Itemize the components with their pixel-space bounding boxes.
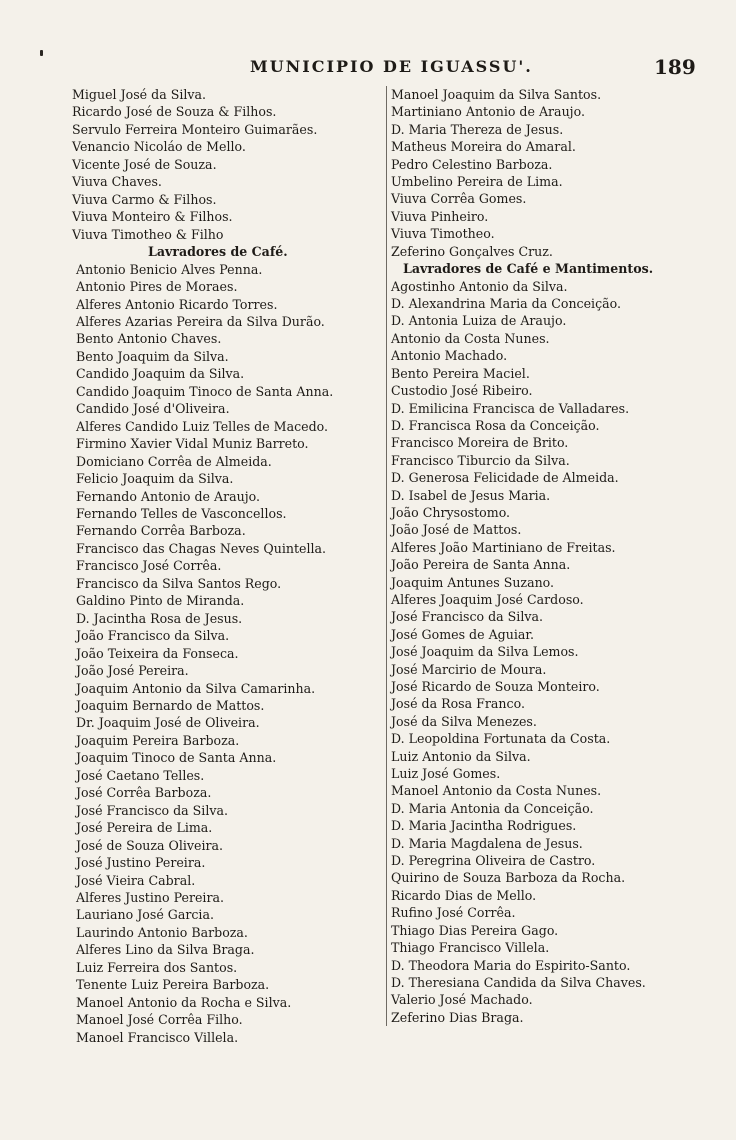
list-item: Bento Antonio Chaves. xyxy=(76,331,222,347)
list-item: Fernando Corrêa Barboza. xyxy=(76,523,246,539)
list-item: Viuva Carmo & Filhos. xyxy=(72,191,217,207)
list-item: Candido José d'Oliveira. xyxy=(76,401,230,417)
list-item: Bento Joaquim da Silva. xyxy=(76,348,229,364)
list-item: José Justino Pereira. xyxy=(76,855,206,871)
list-item: Manoel Antonio da Costa Nunes. xyxy=(391,783,602,799)
list-item: D. Isabel de Jesus Maria. xyxy=(391,487,551,503)
list-item: José Caetano Telles. xyxy=(76,767,205,783)
left-column xyxy=(72,86,372,1046)
page-header xyxy=(0,55,736,85)
list-item: Bento Pereira Maciel. xyxy=(391,365,530,381)
list-item: Miguel José da Silva. xyxy=(72,87,207,102)
list-item: Fernando Telles de Vasconcellos. xyxy=(76,506,287,522)
list-item: Agostinho Antonio da Silva. xyxy=(391,278,568,294)
section-heading-lavradores-cafe-mantimentos: Lavradores de Café e Mantimentos. xyxy=(403,261,654,277)
list-item: Matheus Moreira do Amaral. xyxy=(391,139,576,155)
list-item: Umbelino Pereira de Lima. xyxy=(391,174,563,190)
left-entries-list xyxy=(72,261,372,1046)
list-item: Galdino Pinto de Miranda. xyxy=(76,593,245,609)
list-item: Firmino Xavier Vidal Muniz Barreto. xyxy=(76,436,309,452)
list-item: Luiz Antonio da Silva. xyxy=(391,748,531,764)
list-item: Custodio José Ribeiro. xyxy=(391,383,533,399)
list-item: Candido Joaquim Tinoco de Santa Anna. xyxy=(76,383,334,399)
left-intro-list xyxy=(72,86,372,243)
list-item: D. Theodora Maria do Espirito-Santo. xyxy=(391,957,631,973)
right-entries-list xyxy=(391,278,701,1026)
list-item: Ricardo José de Souza & Filhos. xyxy=(72,104,277,120)
list-item: Alferes João Martiniano de Freitas. xyxy=(391,539,616,555)
page-number: 189 xyxy=(654,55,696,79)
list-item: Joaquim Bernardo de Mattos. xyxy=(76,698,265,713)
list-item: João Francisco da Silva. xyxy=(76,628,230,644)
list-item: Domiciano Corrêa de Almeida. xyxy=(76,453,272,469)
list-item: D. Antonia Luiza de Araujo. xyxy=(391,313,567,329)
list-item: Francisco da Silva Santos Rego. xyxy=(76,575,282,591)
list-item: José da Silva Menezes. xyxy=(391,713,537,729)
list-item: Felicio Joaquim da Silva. xyxy=(76,471,234,487)
list-item: Joaquim Antonio da Silva Camarinha. xyxy=(76,680,316,696)
list-item: Manoel Francisco Villela. xyxy=(76,1029,239,1045)
list-item: Valerio José Machado. xyxy=(391,992,533,1008)
list-item: Francisco Tiburcio da Silva. xyxy=(391,452,570,468)
list-item: Antonio Machado. xyxy=(391,348,508,364)
list-item: Joaquim Pereira Barboza. xyxy=(76,732,240,748)
list-item: D. Alexandrina Maria da Conceição. xyxy=(391,296,622,312)
list-item: Quirino de Souza Barboza da Rocha. xyxy=(391,870,626,886)
list-item: D. Jacintha Rosa de Jesus. xyxy=(76,610,243,626)
list-item: Manoel Joaquim da Silva Santos. xyxy=(391,87,602,102)
section-heading-lavradores-cafe: Lavradores de Café. xyxy=(148,244,288,260)
list-item: Antonio da Costa Nunes. xyxy=(391,330,550,346)
list-item: Dr. Joaquim José de Oliveira. xyxy=(76,715,260,731)
list-item: Lauriano José Garcia. xyxy=(76,907,214,923)
list-item: José Corrêa Barboza. xyxy=(76,785,212,801)
right-intro-list xyxy=(391,86,701,260)
list-item: Francisco José Corrêa. xyxy=(76,558,222,574)
list-item: José Marcirio de Moura. xyxy=(391,661,547,677)
list-item: Alferes Joaquim José Cardoso. xyxy=(391,591,584,607)
list-item: D. Maria Magdalena de Jesus. xyxy=(391,835,583,851)
list-item: Viuva Monteiro & Filhos. xyxy=(72,209,233,225)
list-item: José Gomes de Aguiar. xyxy=(391,626,535,642)
list-item: D. Theresiana Candida da Silva Chaves. xyxy=(391,974,646,990)
list-item: Rufino José Corrêa. xyxy=(391,905,516,921)
list-item: D. Maria Antonia da Conceição. xyxy=(391,800,594,816)
list-item: Joaquim Tinoco de Santa Anna. xyxy=(76,750,277,766)
list-item: Alferes Justino Pereira. xyxy=(76,889,224,905)
list-item: Alferes Lino da Silva Braga. xyxy=(76,942,255,958)
list-item: José Ricardo de Souza Monteiro. xyxy=(391,679,600,694)
list-item: Viuva Timotheo. xyxy=(391,226,495,242)
list-item: Candido Joaquim da Silva. xyxy=(76,366,245,382)
list-item: Thiago Dias Pereira Gago. xyxy=(391,922,559,938)
list-item: Manoel José Corrêa Filho. xyxy=(76,1012,243,1028)
list-item: Luiz José Gomes. xyxy=(391,766,501,782)
list-item: José Joaquim da Silva Lemos. xyxy=(391,644,579,660)
list-item: Alferes Antonio Ricardo Torres. xyxy=(76,296,278,312)
list-item: Pedro Celestino Barboza. xyxy=(391,156,553,172)
list-item: José da Rosa Franco. xyxy=(391,696,525,712)
list-item: José Francisco da Silva. xyxy=(391,609,543,625)
list-item: João Teixeira da Fonseca. xyxy=(76,645,239,661)
list-item: Luiz Ferreira dos Santos. xyxy=(76,959,238,975)
list-item: Francisco das Chagas Neves Quintella. xyxy=(76,540,327,556)
list-item: Thiago Francisco Villela. xyxy=(391,940,550,956)
list-item: João José de Mattos. xyxy=(391,522,522,538)
list-item: Tenente Luiz Pereira Barboza. xyxy=(76,977,270,993)
list-item: Viuva Chaves. xyxy=(72,174,162,190)
list-item: Viuva Corrêa Gomes. xyxy=(391,191,527,207)
list-item: Viuva Pinheiro. xyxy=(391,208,489,224)
list-item: Joaquim Antunes Suzano. xyxy=(391,574,555,590)
list-item: Laurindo Antonio Barboza. xyxy=(76,924,248,940)
list-item: Martiniano Antonio de Araujo. xyxy=(391,104,585,120)
list-item: D. Leopoldina Fortunata da Costa. xyxy=(391,731,611,747)
list-item: D. Generosa Felicidade de Almeida. xyxy=(391,470,619,486)
list-item: Vicente José de Souza. xyxy=(72,156,217,172)
list-item: Alferes Candido Luiz Telles de Macedo. xyxy=(76,418,329,434)
running-title: MUNICIPIO DE IGUASSU'. xyxy=(250,57,533,76)
list-item: D. Peregrina Oliveira de Castro. xyxy=(391,853,596,869)
list-item: João Chrysostomo. xyxy=(391,504,511,520)
list-item: D. Emilicina Francisca de Valladares. xyxy=(391,400,630,416)
right-column xyxy=(386,86,701,1026)
list-item: Francisco Moreira de Brito. xyxy=(391,435,569,451)
list-item: João Pereira de Santa Anna. xyxy=(391,557,571,573)
list-item: Servulo Ferreira Monteiro Guimarães. xyxy=(72,121,318,137)
list-item: José Pereira de Lima. xyxy=(76,820,213,836)
list-item: João José Pereira. xyxy=(76,663,189,679)
list-item: Ricardo Dias de Mello. xyxy=(391,887,537,903)
list-item: José Francisco da Silva. xyxy=(76,802,228,818)
list-item: Manoel Antonio da Rocha e Silva. xyxy=(76,994,292,1010)
list-item: Antonio Pires de Moraes. xyxy=(76,279,238,295)
list-item: D. Francisca Rosa da Conceição. xyxy=(391,417,600,433)
list-item: Viuva Timotheo & Filho xyxy=(72,226,224,242)
list-item: Fernando Antonio de Araujo. xyxy=(76,488,260,504)
list-item: D. Maria Jacintha Rodrigues. xyxy=(391,818,577,834)
list-item: Antonio Benicio Alves Penna. xyxy=(76,261,263,277)
list-item: Zeferino Gonçalves Cruz. xyxy=(391,243,553,259)
list-item: Zeferino Dias Braga. xyxy=(391,1009,524,1025)
list-item: José Vieira Cabral. xyxy=(76,872,196,888)
list-item: Venancio Nicoláo de Mello. xyxy=(72,139,246,155)
list-item: José de Souza Oliveira. xyxy=(76,837,224,853)
list-item: D. Maria Thereza de Jesus. xyxy=(391,121,564,137)
list-item: Alferes Azarias Pereira da Silva Durão. xyxy=(76,314,325,330)
